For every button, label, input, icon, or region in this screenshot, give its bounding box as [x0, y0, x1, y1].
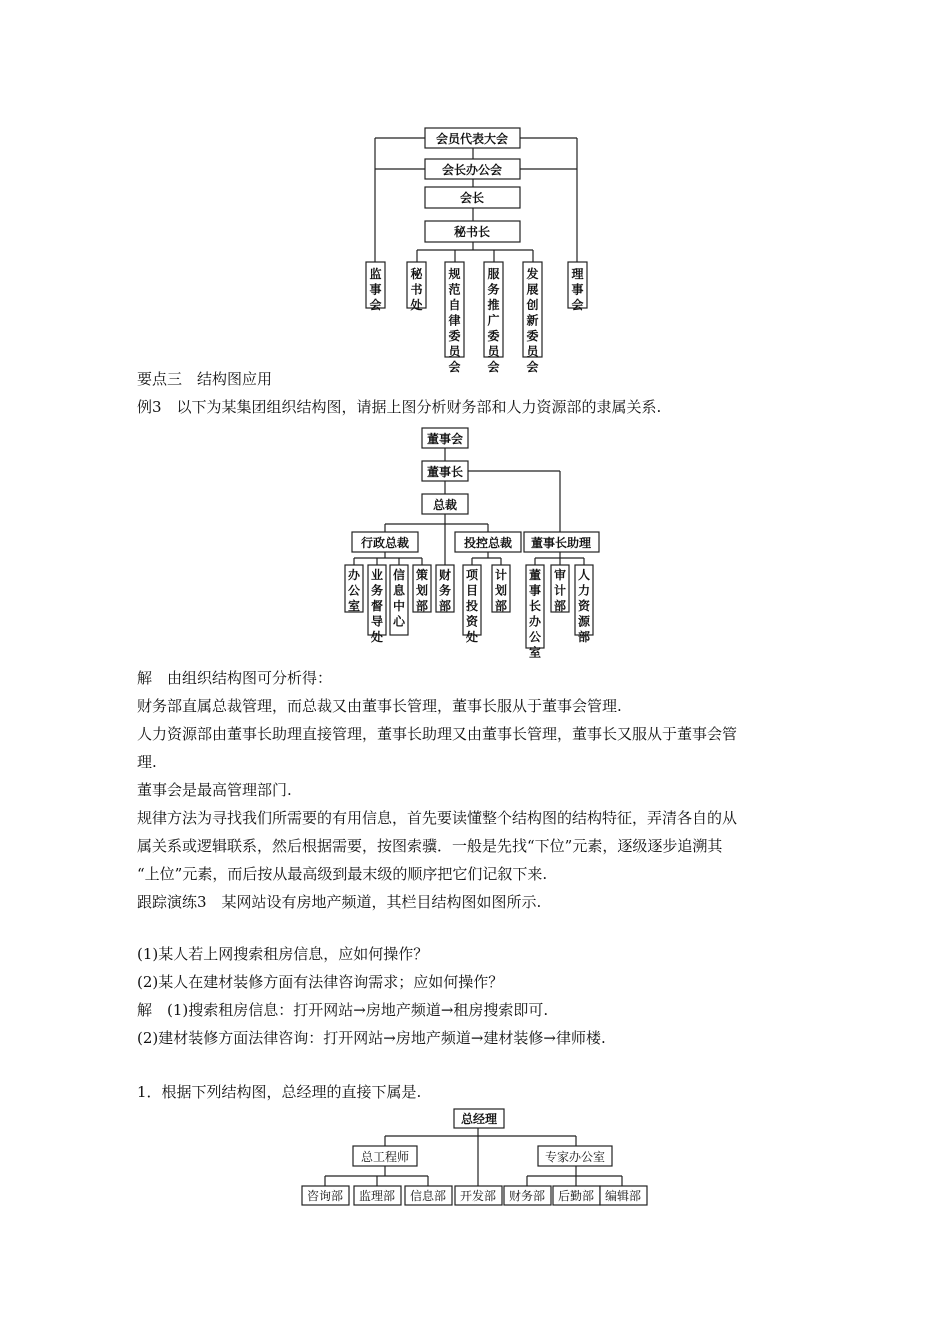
- node-member-congress-label: 会员代表大会: [435, 132, 509, 146]
- org-chart-association: [366, 128, 587, 357]
- node-office-label: [348, 567, 361, 613]
- node-info-center-label-text: 信息中心: [392, 568, 406, 629]
- node-planning-dept-label: [415, 567, 428, 613]
- node-expert-office-label: 专家办公室: [544, 1150, 606, 1164]
- node-editorial-dept-label: 编辑部: [604, 1189, 642, 1203]
- node-business-supervision-label: [370, 568, 383, 644]
- node-plan-dept-label: [495, 567, 507, 613]
- node-self-regulation-committee-label-text: 规范自律委员会: [448, 267, 461, 374]
- practice-3-a2: (2)建材装修方面法律咨询：打开网站→房地产频道→建材装修→律师楼.: [137, 1029, 606, 1047]
- solution-p4b: 属关系或逻辑联系，然后根据需要，按图索骥．一般是先找“下位”元素，逐级逐步追溯其: [137, 837, 723, 855]
- node-plan-dept-label-text: 计划部: [494, 568, 508, 613]
- solution-p4c: “上位”元素，而后按从最高级到最末级的顺序把它们记叙下来.: [137, 865, 548, 883]
- node-admin-president-label: 行政总裁: [360, 536, 410, 550]
- node-development-innovation-committee-label-text: 发展创新委员会: [526, 267, 539, 374]
- solution-p1: 财务部直属总裁管理，而总裁又由董事长管理，董事长服从于董事会管理.: [137, 697, 622, 715]
- node-finance-department-label: 财务部: [508, 1189, 546, 1203]
- node-audit-dept-label: [554, 567, 566, 613]
- question-1: 1．根据下列结构图，总经理的直接下属是.: [137, 1083, 422, 1101]
- practice-3-q1: (1)某人若上网搜索租房信息，应如何操作？: [137, 945, 429, 963]
- node-council-label: [571, 267, 584, 312]
- practice-3-q2: (2)某人在建材装修方面有法律咨询需求；应如何操作？: [137, 973, 504, 991]
- practice-3-a1: 解 (1)搜索租房信息：打开网站→房地产频道→租房搜索即可.: [137, 1001, 549, 1019]
- node-hr-dept-label-text: 人力资源部: [577, 568, 591, 644]
- node-project-investment-label-text: 项目投资处: [465, 568, 479, 644]
- node-ceo-label: 总裁: [432, 498, 458, 512]
- node-planning-dept-label-text: 策划部: [415, 568, 429, 613]
- solution-p2a: 人力资源部由董事长助理直接管理，董事长助理又由董事长管理，董事长又服从于董事会管: [137, 725, 738, 743]
- node-office-label-text: 办公室: [347, 568, 361, 613]
- node-secretariat-label: [409, 266, 423, 312]
- solution-p4a: 规律方法为寻找我们所需要的有用信息，首先要读懂整个结构图的结构特征，弄清各自的从: [137, 809, 738, 827]
- node-development-dept-label: 开发部: [459, 1189, 497, 1203]
- node-service-promotion-committee-label: [487, 266, 500, 374]
- section-heading: 要点三 结构图应用: [137, 370, 273, 388]
- node-supervision-dept-label: 监理部: [358, 1189, 396, 1203]
- node-hr-dept-label: [578, 568, 591, 644]
- node-chief-engineer-label: 总工程师: [360, 1150, 410, 1164]
- node-president-office-meeting-label: 会长办公会: [441, 163, 503, 177]
- node-chairman-assistant-label: 董事长助理: [530, 536, 592, 550]
- node-president-label: 会长: [459, 191, 485, 205]
- solution-p2b: 理.: [137, 753, 157, 771]
- node-consulting-dept-label: 咨询部: [306, 1189, 344, 1203]
- node-project-investment-label: [465, 567, 479, 644]
- node-chairman-label: 董事长: [426, 465, 464, 479]
- node-investment-president-label: 投控总裁: [463, 536, 513, 550]
- node-secretary-general-label: 秘书长: [453, 225, 491, 239]
- node-supervisory-board-label: [369, 266, 381, 312]
- node-information-dept-label: 信息部: [409, 1189, 447, 1203]
- node-secretariat-label-text: 秘书处: [410, 267, 423, 312]
- node-logistics-dept-label: 后勤部: [557, 1189, 595, 1203]
- node-supervisory-board-label-text: 监事会: [369, 267, 382, 312]
- solution-intro: 解 由组织结构图可分析得：: [137, 669, 333, 687]
- node-finance-dept-label: [439, 567, 451, 613]
- node-audit-dept-label-text: 审计部: [553, 568, 567, 613]
- practice-3-title: 跟踪演练3 某网站设有房地产频道，其栏目结构图如图所示.: [137, 893, 542, 911]
- solution-p3: 董事会是最高管理部门.: [137, 781, 292, 799]
- node-development-innovation-committee-label: [525, 266, 539, 374]
- org-chart-general-manager: [302, 1109, 647, 1205]
- node-business-supervision-label-text: 业务督导处: [370, 568, 384, 644]
- node-council-label-text: 理事会: [571, 267, 584, 312]
- node-chairman-office-label-text: 董事长办公室: [528, 568, 542, 660]
- node-self-regulation-committee-label: [447, 266, 461, 374]
- node-board-label: 董事会: [426, 432, 464, 446]
- node-service-promotion-committee-label-text: 服务推广委员会: [487, 267, 500, 374]
- node-general-manager-label: 总经理: [460, 1112, 498, 1126]
- node-finance-dept-label-text: 财务部: [438, 568, 452, 613]
- example-3: 例3 以下为某集团组织结构图，请据上图分析财务部和人力资源部的隶属关系.: [137, 398, 662, 416]
